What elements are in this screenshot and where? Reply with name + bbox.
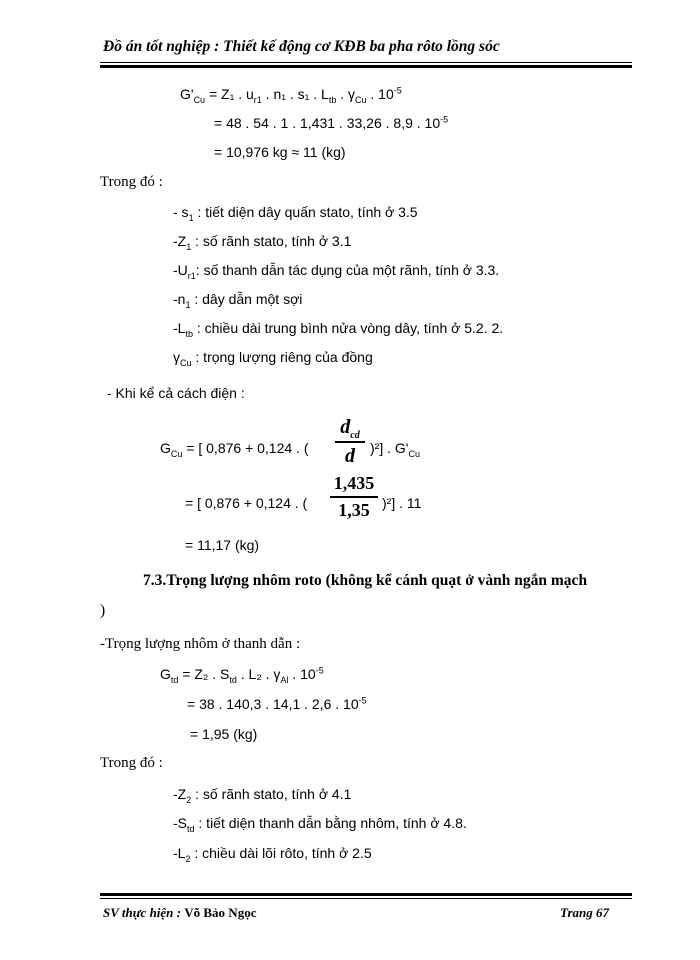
- fraction-numerator: $d_{cd}$: [340, 416, 360, 441]
- def-z1: $-Z_1$ : số rãnh stato, tính ở 3.1: [173, 233, 352, 252]
- eq3-line1: $G_{td} = Z_2$ . $S_{td}$ . L₂ . $\gamma_{Al}$ . $10^{-5}$: [160, 665, 324, 685]
- def-gamma-cu: $\gamma_{Cu}$ : trọng lượng riêng của đồng: [173, 349, 373, 368]
- eq2-fraction-dcd-over-d: [335, 416, 365, 468]
- header-rule-thick: [100, 65, 632, 68]
- footer-page-number: Trang 67: [560, 905, 609, 920]
- eq2-fraction-values: [330, 473, 378, 521]
- eq1-line3: = 10,976 kg ≈ 11 (kg): [214, 144, 346, 160]
- footer-author: [103, 905, 256, 921]
- fraction-bar: [330, 496, 378, 498]
- eq2-line1-right: )²] . $G'_{Cu}$: [370, 440, 420, 459]
- eq2-line2-left: = [ 0,876 + 0,124 . (: [185, 495, 308, 511]
- fraction-numerator: 1,435: [333, 473, 375, 493]
- footer-rule-thin: [100, 898, 632, 899]
- footer-author-label: SV thực hiện :: [103, 905, 181, 920]
- def-l2: $-L_2$ : chiều dài lõi rôto, tính ở 2.5: [173, 845, 372, 864]
- eq1-line2: = 48 . 54 . 1 . 1,431 . 33,26 . 8,9 . $10^{-5}$: [214, 114, 449, 131]
- trong-do-label-2: Trong đó :: [100, 755, 163, 771]
- fraction-denominator: 1,35: [338, 500, 370, 520]
- def-n1: $-n_1$ : dây dẫn một sợi: [173, 291, 303, 310]
- section-title-tail: ): [100, 602, 106, 619]
- def-std: $-S_{td}$ : tiết diện thanh dẫn bằng nhôm, tính ở 4.8.: [173, 815, 467, 834]
- def-z2: $-Z_2$ : số rãnh stato, tính ở 4.1: [173, 786, 352, 805]
- fraction-bar: [335, 441, 365, 443]
- footer-rule-thick: [100, 893, 632, 896]
- eq2-line2-right: )²] . 11: [382, 495, 422, 511]
- alu-intro: -Trọng lượng nhôm ở thanh dẫn :: [100, 636, 301, 652]
- eq2-line3: = 11,17 (kg): [185, 537, 260, 553]
- insulation-note: - Khi kể cả cách điện :: [107, 385, 245, 401]
- def-s1: - $s_1$ : tiết diện dây quấn stato, tính ở 3.5: [173, 204, 418, 223]
- eq3-line2: = 38 . 140,3 . 14,1 . 2,6 . $10^{-5}$: [187, 695, 367, 712]
- header-rule-thin: [100, 62, 632, 63]
- eq2-line1-left: $G_{Cu}$ = [ 0,876 + 0,124 . (: [160, 440, 309, 459]
- page-header-title: Đồ án tốt nghiệp : Thiết kế động cơ KĐB ba pha rôto lồng sóc: [103, 38, 500, 55]
- fraction-denominator: d: [345, 445, 355, 467]
- trong-do-label-1: Trong đó :: [100, 174, 163, 190]
- def-ltb: $-L_{tb}$ : chiều dài trung bình nửa vòng dây, tính ở 5.2. 2.: [173, 320, 504, 339]
- footer-author-name: Võ Bảo Ngọc: [184, 905, 257, 920]
- section-title: 7.3.Trọng lượng nhôm roto (không kể cánh quạt ở vành ngắn mạch: [143, 572, 588, 589]
- eq1-line1: $G'_{Cu} = Z_1$ . $u_{r1}$ . n₁ . s₁ . $L_{tb}$ . $\gamma_{Cu}$ . $10^{-5}$: [180, 85, 402, 105]
- eq3-line3: = 1,95 (kg): [190, 726, 258, 742]
- def-ur1: $-U_{r1}$: số thanh dẫn tác dụng của một rãnh, tính ở 3.3.: [173, 262, 500, 281]
